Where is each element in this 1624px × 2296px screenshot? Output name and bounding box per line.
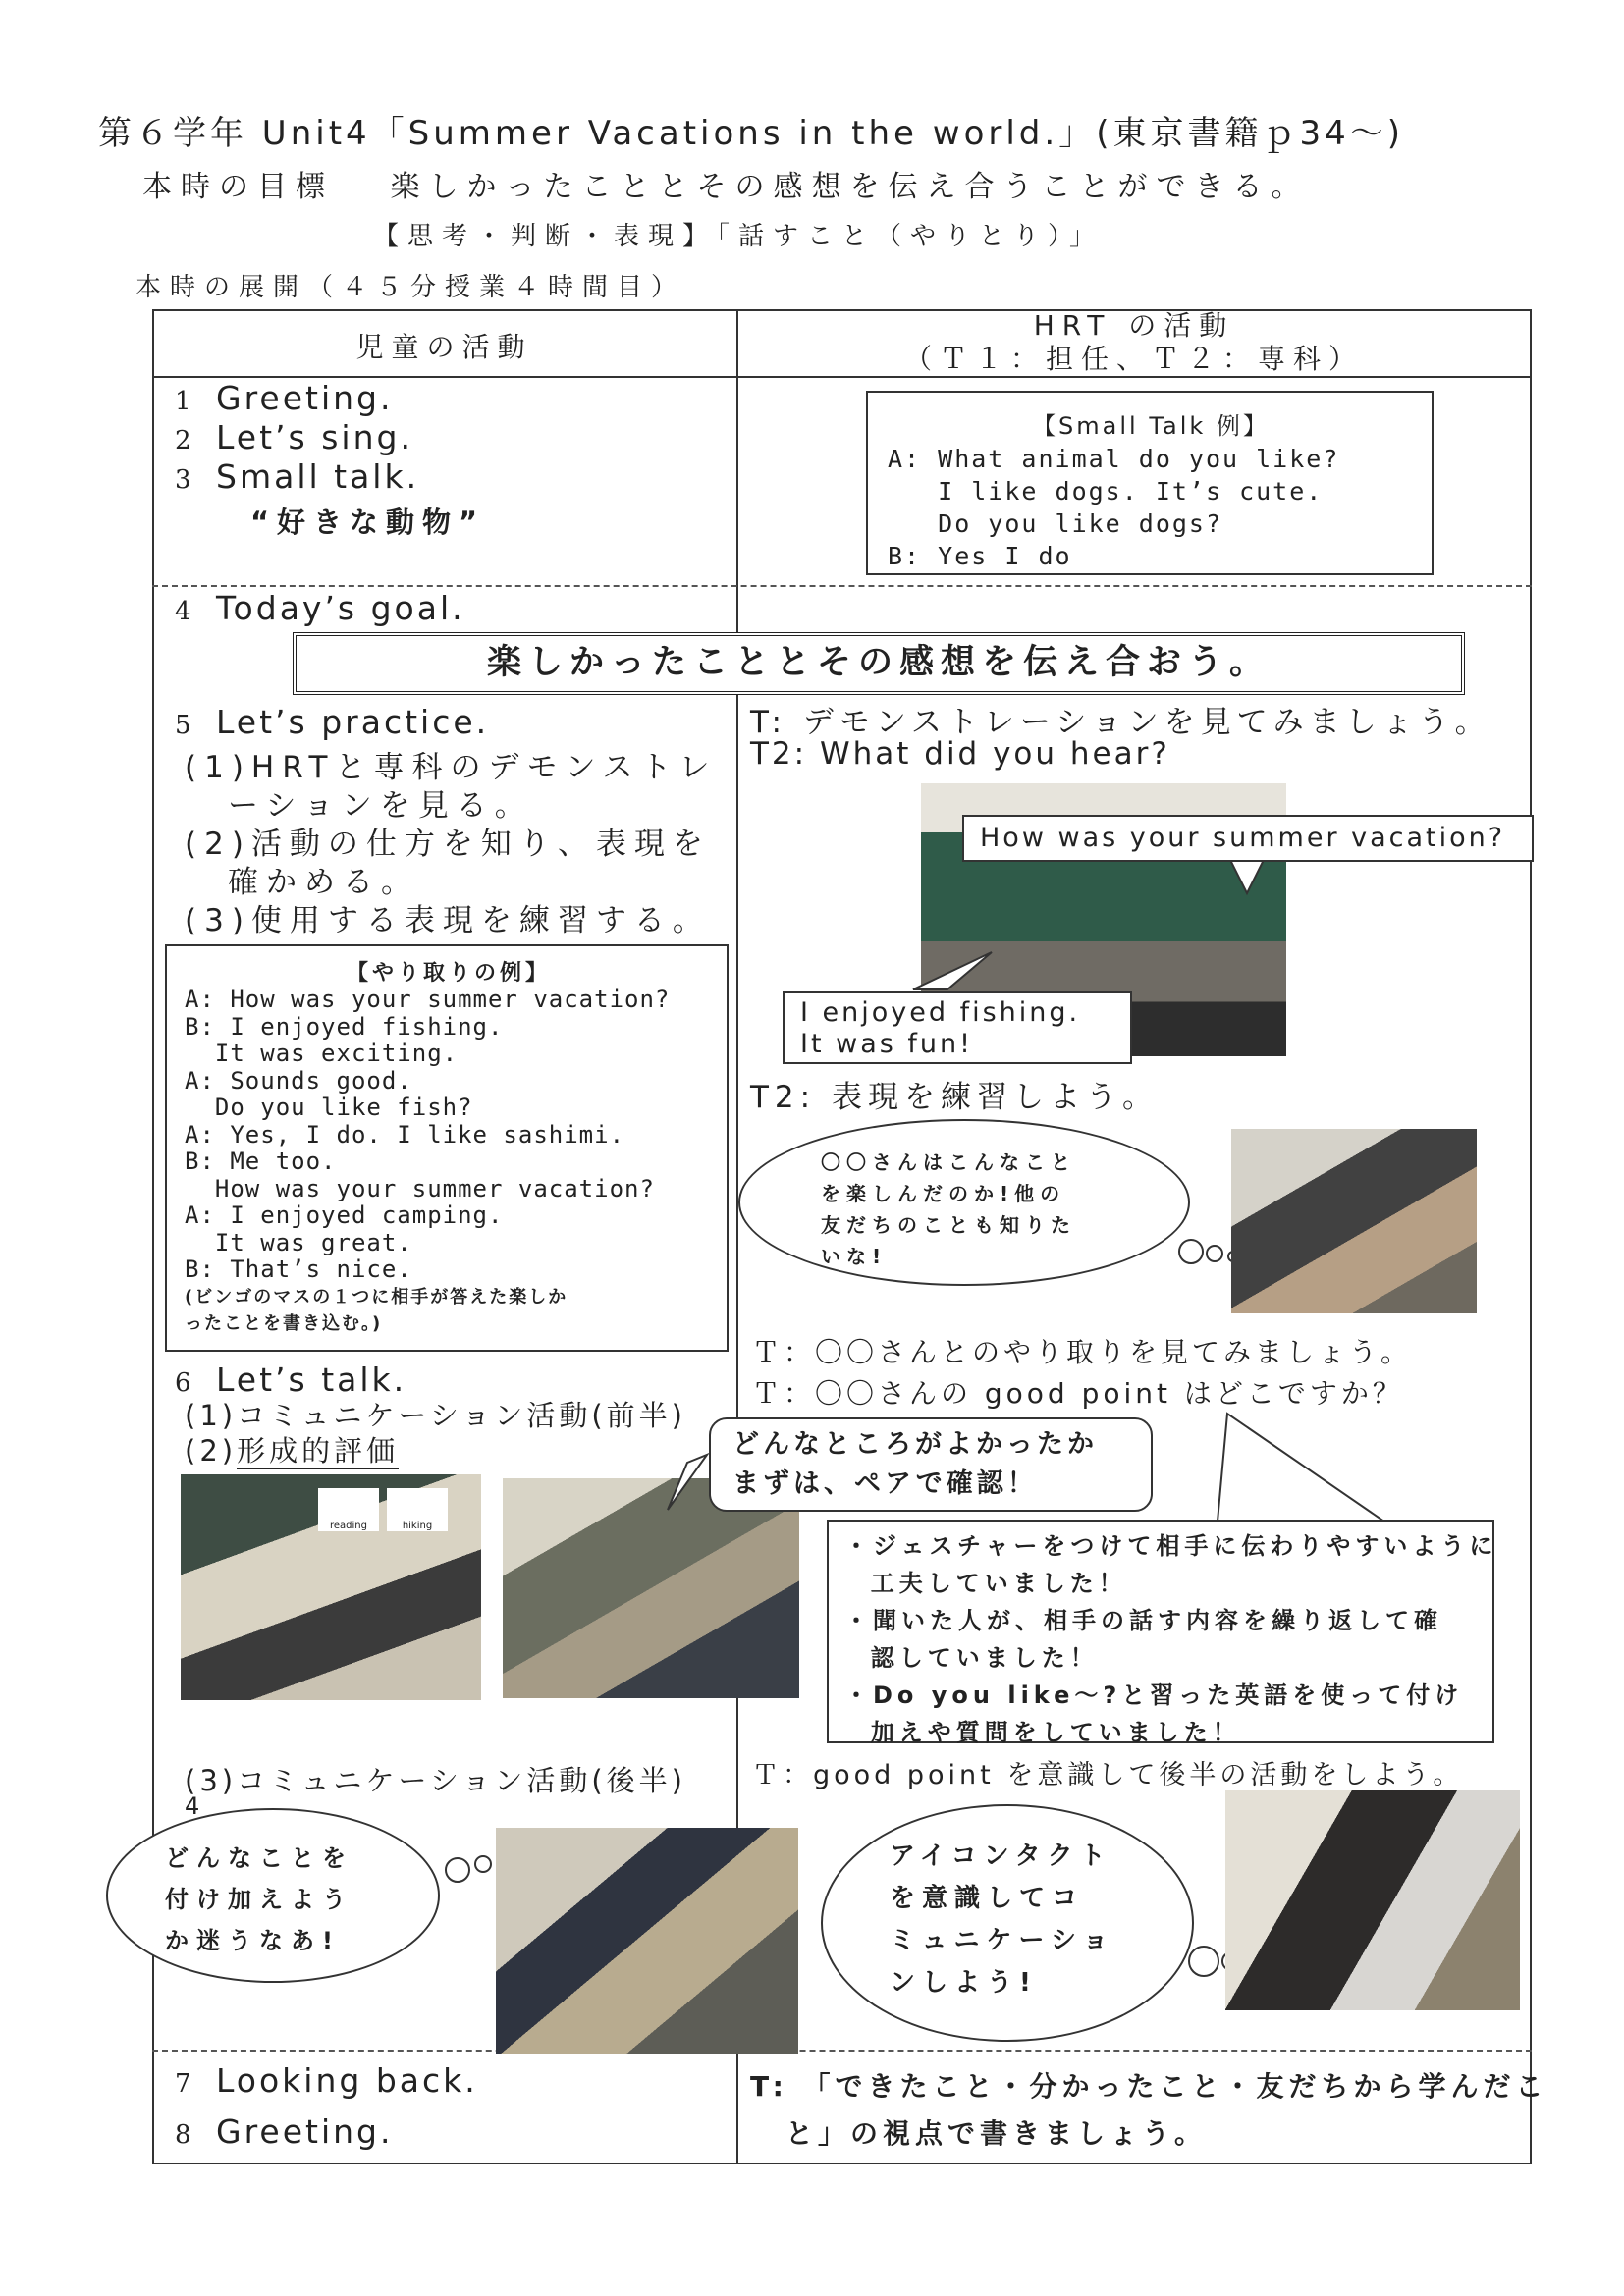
step-text: Looking back. bbox=[216, 2061, 478, 2100]
left-column-header: 児童の活動 bbox=[355, 331, 533, 363]
callout-answer bbox=[783, 991, 1132, 1064]
right-column-header bbox=[738, 309, 1530, 376]
step-6-1: (1)コミュニケーション活動(前半) bbox=[185, 1399, 686, 1432]
evaluation-criteria: 【思考・判断・表現】「話すこと（やりとり）」 bbox=[373, 222, 1105, 251]
exchange-example-box bbox=[165, 944, 729, 1352]
lesson-goal bbox=[142, 162, 1310, 205]
callout-question: How was your summer vacation? bbox=[962, 815, 1534, 862]
callout-tail-answer bbox=[913, 952, 992, 989]
row-divider bbox=[152, 2050, 1532, 2052]
line: 〇〇さんはこんなこと bbox=[821, 1150, 1076, 1174]
pair-check-bubble bbox=[709, 1417, 1153, 1512]
goal-label: 本時の目標 bbox=[142, 170, 334, 204]
step-5-2: (2)活動の仕方を知り、表現を bbox=[185, 827, 711, 862]
classroom-photo-latter bbox=[496, 1828, 798, 2054]
step-5-2-cont: 確かめる。 bbox=[228, 865, 419, 900]
pair-bubble-tail bbox=[668, 1455, 707, 1510]
callout-answer-2: It was fun! bbox=[800, 1029, 973, 1059]
small-talk-topic: “好きな動物” bbox=[250, 506, 486, 539]
step-number: 3 bbox=[175, 465, 194, 495]
step-text: Small talk. bbox=[216, 457, 420, 496]
small-talk-lines: A: What animal do you like? I like dogs. It’s cute. Do you like dogs? B: Yes I do bbox=[888, 445, 1340, 570]
callout-answer-1: I enjoyed fishing. bbox=[800, 997, 1081, 1028]
teacher-latter-line: Ｔ：good point を意識して後半の活動をしよう。 bbox=[752, 1760, 1464, 1790]
row-divider bbox=[152, 585, 1532, 587]
exchange-title: 【やり取りの例】 bbox=[346, 961, 551, 986]
small-talk-title: 【Small Talk 例】 bbox=[1032, 412, 1270, 440]
step-5-3: (3)使用する表現を練習する。 bbox=[185, 903, 711, 938]
step-2 bbox=[175, 418, 413, 456]
teacher-question-line: T2: What did you hear? bbox=[750, 736, 1170, 772]
step-text: Let’s practice. bbox=[216, 703, 490, 741]
good-points-list: ・ジェスチャーをつけて相手に伝わりやすいように 工夫していました！ ・聞いた人が、相手の話す内容を繰り返して確 認していました！ ・Do you like～?と習った英語を使って付け 加えや質問をしていました！ bbox=[844, 1532, 1498, 1746]
step-number: 6 bbox=[175, 1368, 194, 1398]
exchange-note bbox=[185, 1284, 713, 1337]
step-1 bbox=[175, 379, 393, 417]
thought-dot bbox=[445, 1857, 470, 1883]
line: を楽しんだのか!他の bbox=[821, 1182, 1066, 1205]
today-goal-banner: 楽しかったこととその感想を伝え合おう。 bbox=[293, 632, 1465, 695]
good-points-box bbox=[827, 1520, 1498, 1746]
line: 友だちのことも知りた bbox=[821, 1213, 1076, 1237]
classroom-photo-eye-contact bbox=[1225, 1790, 1520, 2010]
teacher-demo-line: T: デモンストレーションを見てみましょう。 bbox=[750, 705, 1491, 740]
step-number: 4 bbox=[175, 597, 194, 626]
goal-text: 楽しかったこととその感想を伝え合うことができる。 bbox=[390, 170, 1310, 204]
line: どんなところがよかったか bbox=[732, 1429, 1098, 1460]
step-text: Today’s goal. bbox=[216, 589, 465, 627]
step-3 bbox=[175, 457, 419, 496]
right-header-line2: （Ｔ１：担任、Ｔ２：専科） bbox=[903, 343, 1364, 375]
step-5 bbox=[175, 703, 489, 741]
line: を意識してコ bbox=[890, 1884, 1085, 1913]
header-divider bbox=[152, 376, 1532, 378]
thought-practice-text bbox=[821, 1147, 1076, 1272]
line: 付け加えよう bbox=[165, 1886, 353, 1913]
teacher-point-line: Ｔ：〇〇さんの good point はどこですか？ bbox=[752, 1377, 1404, 1410]
line: ンしよう! bbox=[890, 1968, 1038, 1998]
step-4 bbox=[175, 589, 465, 627]
teacher-watch-line: Ｔ：〇〇さんとのやり取りを見てみましょう。 bbox=[752, 1336, 1413, 1368]
card-hiking: hiking bbox=[387, 1488, 448, 1531]
thought-eye-contact-text bbox=[890, 1836, 1114, 2004]
classroom-photo-pair bbox=[181, 1474, 481, 1700]
step-5-1: (1)HRTと専科のデモンストレ bbox=[185, 750, 718, 785]
small-talk-example-box bbox=[866, 391, 1434, 575]
step-number: 1 bbox=[175, 387, 194, 416]
points-box-tail bbox=[1218, 1414, 1384, 1522]
line: まずは、ペアで確認！ bbox=[732, 1468, 1038, 1499]
step-number: 2 bbox=[175, 426, 194, 455]
step-number: 7 bbox=[175, 2069, 194, 2099]
thought-dot bbox=[474, 1855, 492, 1873]
step-text: Greeting. bbox=[216, 379, 394, 417]
thought-left-text bbox=[165, 1838, 353, 1961]
exchange-note-line1: (ビンゴのマスの１つに相手が答えた楽しか bbox=[185, 1286, 568, 1308]
line: いな! bbox=[821, 1245, 888, 1268]
document-title: 第６学年 Unit4「Summer Vacations in the world.」(東京書籍ｐ34～) bbox=[98, 114, 1404, 153]
line: アイコンタクト bbox=[890, 1842, 1112, 1871]
step-6-3-num: 4 bbox=[185, 1792, 208, 1820]
thought-dot bbox=[1178, 1239, 1204, 1264]
line: ミュニケーショ bbox=[890, 1926, 1115, 1955]
line: どんなことを bbox=[165, 1844, 353, 1872]
step-number: 8 bbox=[175, 2120, 194, 2150]
step-text: Let’s talk. bbox=[216, 1361, 407, 1399]
step-7 bbox=[175, 2061, 478, 2100]
classroom-photo-practice bbox=[1231, 1129, 1477, 1313]
step-6-2 bbox=[185, 1429, 399, 1469]
teacher-reflect-line2: と」の視点で書きましょう。 bbox=[785, 2117, 1208, 2150]
right-header-line1: HRT の活動 bbox=[1033, 309, 1235, 342]
step-text: Let’s sing. bbox=[216, 418, 413, 456]
line: か迷うなあ! bbox=[165, 1927, 341, 1954]
thought-dot bbox=[1188, 1946, 1219, 1977]
card-reading: reading bbox=[318, 1488, 379, 1531]
step-text: Greeting. bbox=[216, 2112, 394, 2151]
exchange-note-line2: ったことを書き込む。) bbox=[185, 1312, 383, 1334]
formative-assessment: 形成的評価 bbox=[237, 1434, 400, 1468]
exchange-lines: A: How was your summer vacation? B: I enjoyed fishing. It was exciting. A: Sounds good. Do you like fish? A: Yes, I do. I like sashimi. B: Me too. How was your summer vacation? A: I enjoyed camping. It was great. B: That’s nice. bbox=[185, 986, 671, 1283]
step-number: 5 bbox=[175, 711, 194, 740]
step-6-2-num: (2) bbox=[185, 1434, 238, 1468]
step-6-3: (3)コミュニケーション活動(後半) bbox=[185, 1764, 686, 1797]
thought-dot bbox=[1206, 1245, 1223, 1262]
step-8 bbox=[175, 2112, 393, 2151]
lesson-flow-title: 本時の展開（４５分授業４時間目） bbox=[135, 273, 686, 302]
teacher-practice-line: T2: 表現を練習しよう。 bbox=[750, 1080, 1159, 1115]
step-5-1-cont: ーションを見る。 bbox=[228, 788, 533, 824]
teacher-reflect-line1: T: 「できたこと・分かったこと・友だちから学んだこ bbox=[750, 2070, 1548, 2103]
